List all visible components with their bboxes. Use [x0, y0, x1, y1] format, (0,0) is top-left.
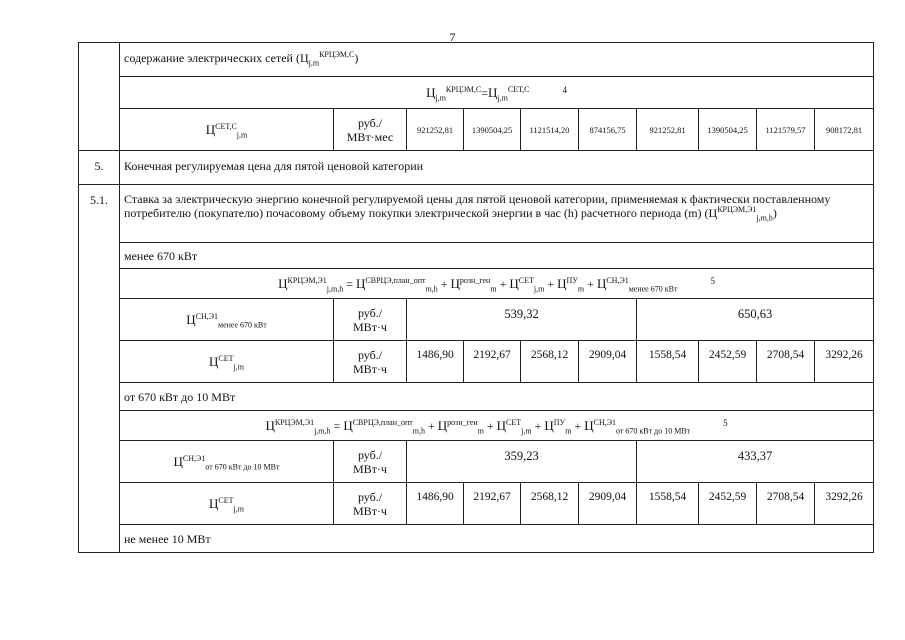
- value-cell: 1558,54: [637, 483, 699, 525]
- symbol-letter: Ц: [426, 84, 436, 100]
- value-cell: 2452,59: [699, 341, 757, 383]
- symbol-sn-e1: $Ц^{СН,Э1}_{от 670 кВт до 10 МВт}$: [120, 441, 334, 483]
- symbol-letter: Ц: [488, 84, 498, 100]
- symbol-set: $Ц^{СЕТ}_{j,m}$: [120, 341, 334, 383]
- footnote-mark: 5: [710, 275, 715, 286]
- symbol-letter: Ц: [186, 311, 196, 327]
- section-number: 5.: [79, 151, 120, 185]
- value-cell: 1390504,25: [464, 109, 521, 151]
- block-title: менее 670 кВт: [120, 243, 874, 269]
- value-cell: 3292,26: [815, 483, 874, 525]
- value-cell: 2909,04: [579, 483, 637, 525]
- value-cell: 921252,81: [637, 109, 699, 151]
- formula-block2: $Ц^{КРЦЭМ,Э1}_{j,m,h} = Ц^{СВРЦЭ,план\_опт}_{m,h} + Ц^{розн\_ген}_m + Ц^{СЕТ}_{j,m} + Ц^{ПУ}_m + Ц^{СН,Э1}_{от 670 кВт до 10 МВт}$ $^5$: [120, 411, 874, 441]
- value-cell: 1121514,20: [521, 109, 579, 151]
- intro-text: содержание электрических сетей $(Ц_{j,m}^{КРЦЭМ,С})$: [120, 43, 874, 77]
- symbol-letter: Ц: [509, 275, 519, 291]
- value-cell-merged: 650,63: [637, 299, 874, 341]
- symbol-letter: Ц: [278, 275, 288, 291]
- value-cell-merged: 433,37: [637, 441, 874, 483]
- symbol-letter: Ц: [544, 417, 554, 433]
- value-cell: 2909,04: [579, 341, 637, 383]
- unit-rub-mwh: руб./ МВт·ч: [334, 299, 407, 341]
- value-cell: 2708,54: [757, 341, 815, 383]
- unit-rub-mw-month: руб./ МВт·мес: [334, 109, 407, 151]
- tariff-table: [78, 42, 874, 553]
- symbol-letter: Ц: [437, 417, 448, 433]
- unit-rub-mwh: руб./ МВт·ч: [334, 341, 407, 383]
- symbol-letter: Ц: [450, 275, 460, 291]
- block-title: не менее 10 МВт: [120, 525, 874, 553]
- value-cell: 2568,12: [521, 483, 579, 525]
- unit-rub-mwh: руб./ МВт·ч: [334, 441, 407, 483]
- value-cell-merged: 539,32: [407, 299, 637, 341]
- value-cell: 1486,90: [407, 483, 464, 525]
- section-title: Конечная регулируемая цена для пятой ценовой категории: [120, 151, 874, 185]
- footnote-mark: 5: [723, 417, 728, 428]
- symbol-letter: Ц: [205, 121, 216, 137]
- symbol-set: $Ц^{СЕТ}_{j,m}$: [120, 483, 334, 525]
- unit-rub-mwh: руб./ МВт·ч: [334, 483, 407, 525]
- value-cell: 2192,67: [464, 483, 521, 525]
- value-cell: 874156,75: [579, 109, 637, 151]
- value-cell: 3292,26: [815, 341, 874, 383]
- value-cell: 2192,67: [464, 341, 521, 383]
- symbol-letter: Ц: [209, 353, 219, 369]
- symbol-letter: Ц: [557, 275, 567, 291]
- section-number: 5.1.: [79, 185, 120, 553]
- value-cell: 1390504,25: [699, 109, 757, 151]
- formula-crcem-c: $Ц_{j,m}^{КРЦЭМ,С}=Ц_{j,m}^{СЕТ,С}$ $^4$: [120, 77, 874, 109]
- symbol-letter: Ц: [596, 275, 607, 291]
- symbol-letter: Ц: [265, 417, 275, 433]
- page-number: 7: [449, 30, 456, 44]
- symbol-letter: Ц: [356, 275, 366, 291]
- value-cell: 1121579,57: [757, 109, 815, 151]
- value-cell: 2568,12: [521, 341, 579, 383]
- footnote-mark: 4: [562, 84, 567, 95]
- block-title: от 670 кВт до 10 МВт: [120, 383, 874, 411]
- value-cell-merged: 359,23: [407, 441, 637, 483]
- symbol-letter: Ц: [173, 453, 183, 469]
- symbol-letter: Ц: [584, 417, 594, 433]
- value-cell: 921252,81: [407, 109, 464, 151]
- section-text: Ставка за электрическую энергию конечной регулируемой цены для пятой ценовой категории, применяемая к фактически поставленному потребителю (покупателю) почасовому объему покупки электрической энергии в час (h) расчетного периода (m) $(Ц^{КРЦЭМ,Э1}_{j,m,h})$: [120, 185, 874, 243]
- symbol-letter: Ц: [496, 417, 507, 433]
- value-cell: 1486,90: [407, 341, 464, 383]
- symbol-letter: Ц: [209, 495, 219, 511]
- empty-num-cell: [79, 43, 120, 151]
- symbol-letter: Ц: [343, 417, 353, 433]
- value-cell: 2452,59: [699, 483, 757, 525]
- symbol-set-c: $Ц^{СЕТ,С}_{j,m}$: [120, 109, 334, 151]
- value-cell: 2708,54: [757, 483, 815, 525]
- value-cell: 908172,81: [815, 109, 874, 151]
- symbol-sn-e1: $Ц^{СН,Э1}_{менее 670 кВт}$: [120, 299, 334, 341]
- formula-block1: $Ц^{КРЦЭМ,Э1}_{j,m,h} = Ц^{СВРЦЭ,план\_опт}_{m,h} + Ц^{розн\_ген}_m + Ц^{СЕТ}_{j,m} + Ц^{ПУ}_m + Ц^{СН,Э1}_{менее 670 кВт}$ $^5$: [120, 269, 874, 299]
- value-cell: 1558,54: [637, 341, 699, 383]
